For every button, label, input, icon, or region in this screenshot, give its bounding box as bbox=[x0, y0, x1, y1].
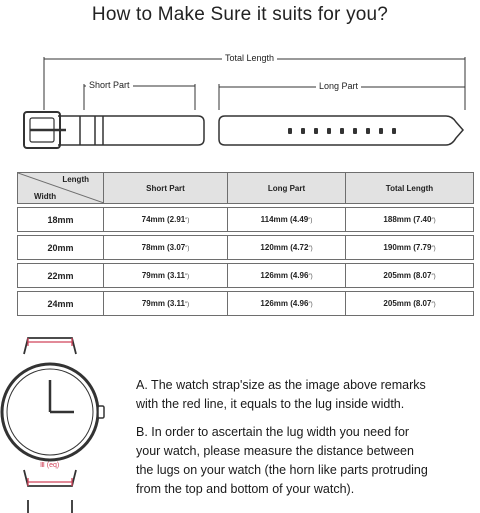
short-part-label: Short Part bbox=[86, 80, 133, 90]
table-header-row bbox=[18, 173, 474, 204]
table-row bbox=[18, 208, 474, 232]
note-b-line-3: the lugs on your watch (the horn like parts protruding bbox=[136, 463, 428, 477]
row-width: 22mm bbox=[18, 264, 104, 288]
strap-holes bbox=[288, 128, 396, 134]
row-width: 20mm bbox=[18, 236, 104, 260]
row-long: 126mm (4.96″) bbox=[228, 292, 346, 316]
corner-length-label: Length bbox=[62, 175, 89, 184]
header-total-length: Total Length bbox=[346, 173, 474, 204]
note-b bbox=[136, 423, 480, 499]
note-a bbox=[136, 376, 480, 414]
table-row bbox=[18, 292, 474, 316]
header-short-part: Short Part bbox=[104, 173, 228, 204]
row-total: 190mm (7.79″) bbox=[346, 236, 474, 260]
row-short: 78mm (3.07″) bbox=[104, 236, 228, 260]
short-strap bbox=[58, 116, 204, 145]
watch-crown bbox=[98, 406, 104, 418]
size-table bbox=[17, 172, 474, 316]
row-short: 79mm (3.11″) bbox=[104, 292, 228, 316]
row-long: 120mm (4.72″) bbox=[228, 236, 346, 260]
table-row bbox=[18, 264, 474, 288]
watch-strap-lower bbox=[28, 500, 72, 513]
watch-illustration bbox=[0, 330, 120, 513]
row-short: 74mm (2.91″) bbox=[104, 208, 228, 232]
row-total: 205mm (8.07″) bbox=[346, 292, 474, 316]
row-long: 114mm (4.49″) bbox=[228, 208, 346, 232]
corner-diagonal bbox=[18, 173, 104, 203]
row-total: 205mm (8.07″) bbox=[346, 264, 474, 288]
long-part-label: Long Part bbox=[316, 81, 361, 91]
header-long-part: Long Part bbox=[228, 173, 346, 204]
row-width: 18mm bbox=[18, 208, 104, 232]
corner-width-label: Width bbox=[34, 192, 57, 201]
note-a-line-1: A. The watch strap'size as the image above remarks bbox=[136, 378, 426, 392]
table-row bbox=[18, 236, 474, 260]
note-b-line-4: from the top and bottom of your watch). bbox=[136, 482, 355, 496]
note-a-line-2: with the red line, it equals to the lug inside width. bbox=[136, 397, 405, 411]
note-b-line-2: your watch, please measure the distance between bbox=[136, 444, 414, 458]
row-long: 126mm (4.96″) bbox=[228, 264, 346, 288]
table-corner-cell bbox=[18, 173, 104, 204]
page-title: How to Make Sure it suits for you? bbox=[91, 4, 389, 25]
buckle-icon bbox=[24, 112, 66, 148]
strap-diagram bbox=[0, 0, 480, 170]
row-width: 24mm bbox=[18, 292, 104, 316]
total-length-label: Total Length bbox=[222, 53, 277, 63]
row-total: 188mm (7.40″) bbox=[346, 208, 474, 232]
note-b-line-1: B. In order to ascertain the lug width you need for bbox=[136, 425, 410, 439]
row-short: 79mm (3.11″) bbox=[104, 264, 228, 288]
lug-width-label: Ⅲ (eq) bbox=[40, 462, 60, 469]
